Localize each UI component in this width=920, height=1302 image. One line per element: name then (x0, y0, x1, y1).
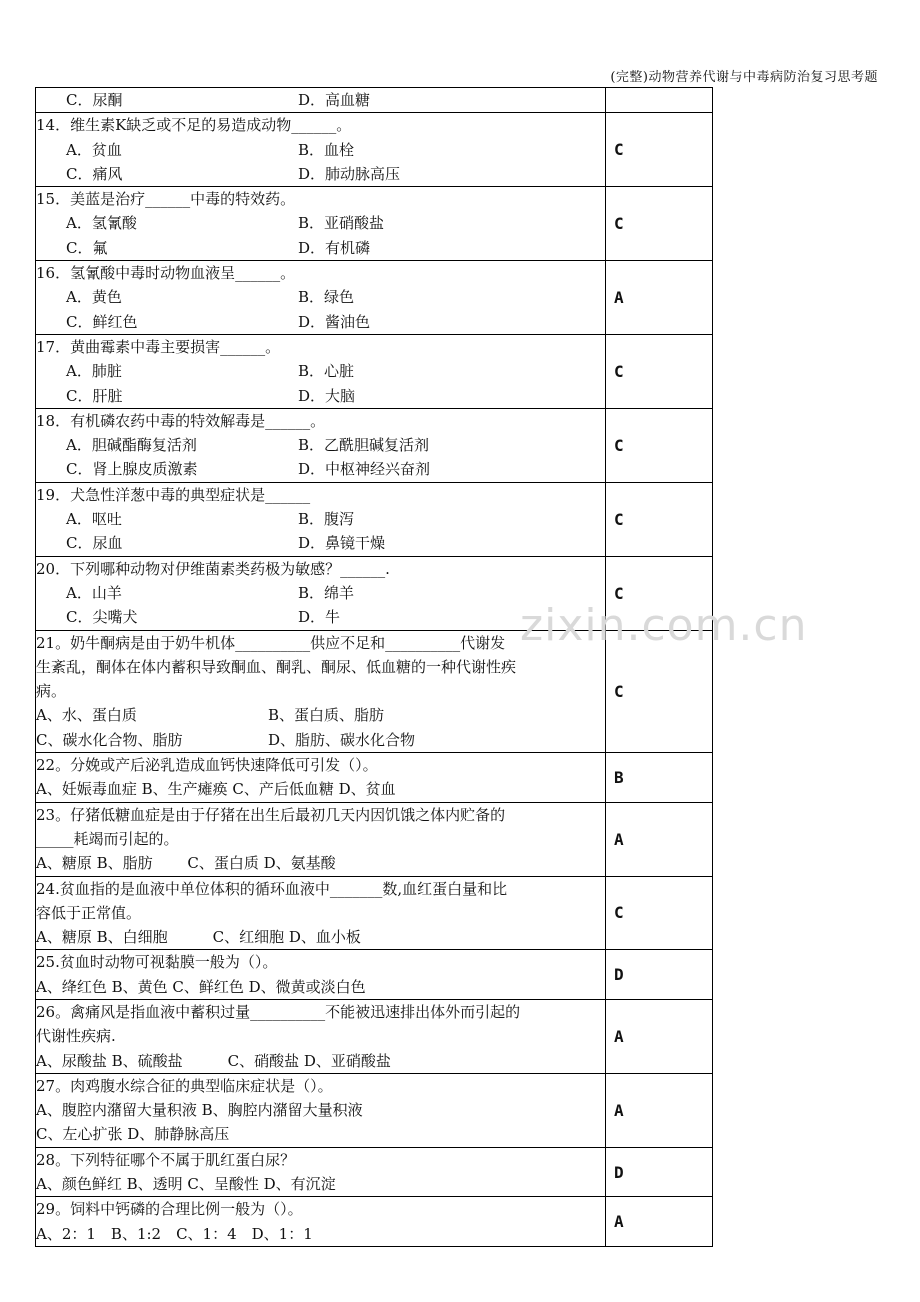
question-row (36, 334, 713, 408)
question-stem: 19．犬急性洋葱中毒的典型症状是______ (36, 485, 311, 504)
question-text-line: A、2：1 B、1:2 C、1：4 D、1：1 (36, 1224, 313, 1243)
answer-cell: C (606, 482, 713, 556)
options-row (36, 457, 605, 481)
question-row (36, 408, 713, 482)
question-text-line: A、颜色鲜红 B、透明 C、呈酸性 D、有沉淀 (36, 1175, 336, 1194)
option-text: A、水、蛋白质 (36, 706, 137, 725)
question-stem: 17．黄曲霉素中毒主要损害______。 (36, 337, 281, 356)
question-stem: 16．氢氰酸中毒时动物血液呈______。 (36, 264, 296, 283)
option-text: C、碳水化合物、脂肪 (36, 730, 183, 749)
question-row (36, 88, 713, 113)
question-text-line: A、绛红色 B、黄色 C、鲜红色 D、微黄或淡白色 (36, 977, 366, 996)
options-row (36, 384, 605, 408)
question-text-line: 28。下列特征哪个不属于肌红蛋白尿？ (36, 1150, 296, 1169)
question-text-line: A、妊娠毒血症 B、生产瘫痪 C、产后低血糖 D、贫血 (36, 780, 396, 799)
answer-cell: D (606, 1147, 713, 1197)
question-row (36, 261, 713, 335)
question-table (35, 87, 713, 1247)
answer-cell: C (606, 408, 713, 482)
options-row (36, 138, 605, 162)
question-row (36, 753, 713, 803)
question-text-line: 26。禽痛风是指血液中蓄积过量__________不能被迅速排出体外而引起的 (36, 1002, 521, 1021)
answer-cell: A (606, 999, 713, 1073)
question-text-line: A、腹腔内潴留大量积液 B、胸腔内潴留大量积液 (36, 1101, 363, 1120)
question-cell (36, 753, 606, 803)
question-text-line: 代谢性疾病. (36, 1027, 116, 1046)
question-cell (36, 876, 606, 950)
question-cell (36, 999, 606, 1073)
question-text-line: 25.贫血时动物可视黏膜一般为（）。 (36, 953, 278, 972)
option-text: B．心脏 (298, 362, 355, 381)
option-text: A．山羊 (66, 583, 122, 602)
question-stem: 14．维生素K缺乏或不足的易造成动物______。 (36, 116, 352, 135)
question-cell (36, 334, 606, 408)
answer-cell: B (606, 753, 713, 803)
options-row (36, 703, 605, 727)
option-text: C．鲜红色 (66, 312, 138, 331)
question-cell (36, 1073, 606, 1147)
question-stem: 15．美蓝是治疗______中毒的特效药。 (36, 190, 296, 209)
question-row (36, 482, 713, 556)
options-row (36, 310, 605, 334)
question-text-line: A、糖原 B、脂肪 C、蛋白质 D、氨基酸 (36, 854, 336, 873)
question-text-line: C、左心扩张 D、肺静脉高压 (36, 1125, 230, 1144)
option-text: C．尿血 (66, 534, 123, 553)
question-cell (36, 482, 606, 556)
question-row (36, 187, 713, 261)
option-text: D．肺动脉高压 (298, 164, 401, 183)
answer-cell: A (606, 802, 713, 876)
answer-cell: D (606, 950, 713, 1000)
option-text: D．高血糖 (298, 91, 371, 109)
answer-cell: C (606, 113, 713, 187)
options-row (36, 728, 605, 752)
question-cell (36, 1197, 606, 1247)
question-row (36, 802, 713, 876)
options-row (36, 211, 605, 235)
answer-cell: C (606, 876, 713, 950)
options-row (36, 236, 605, 260)
question-row (36, 1073, 713, 1147)
question-row (36, 950, 713, 1000)
option-text: C．尿酮 (66, 91, 123, 109)
option-text: D．牛 (298, 608, 341, 627)
option-text: B．腹泻 (298, 510, 355, 529)
option-text: C．痛风 (66, 164, 123, 183)
options-row (36, 285, 605, 309)
question-text-line: 21。奶牛酮病是由于奶牛机体__________供应不足和__________代谢发 (36, 633, 506, 652)
options-row (36, 507, 605, 531)
option-text: B．绵羊 (298, 583, 355, 602)
question-cell (36, 261, 606, 335)
answer-cell (606, 88, 713, 113)
option-text: A．肺脏 (66, 362, 122, 381)
options-row (36, 359, 605, 383)
option-text: B．亚硝酸盐 (298, 214, 385, 233)
document-header-title: (完整)动物营养代谢与中毒病防治复习思考题 (610, 70, 878, 85)
question-text-line: 病。 (36, 682, 67, 701)
answer-cell: A (606, 261, 713, 335)
option-text: D．有机磷 (298, 238, 371, 257)
answer-cell: A (606, 1197, 713, 1247)
answer-cell: C (606, 334, 713, 408)
answer-cell: C (606, 556, 713, 630)
option-text: B．血栓 (298, 140, 355, 159)
option-text: A．呕吐 (66, 510, 122, 529)
question-text-line: 生紊乱，酮体在体内蓄积导致酮血、酮乳、酮尿、低血糖的一种代谢性疾 (36, 657, 517, 676)
option-text: A．氢氰酸 (66, 214, 137, 233)
option-text: A．黄色 (66, 288, 122, 307)
option-text: B．乙酰胆碱复活剂 (298, 436, 430, 455)
options-row (36, 88, 605, 112)
question-text-line: 29。饲料中钙磷的合理比例一般为（）。 (36, 1200, 303, 1219)
question-cell (36, 187, 606, 261)
question-stem: 20．下列哪种动物对伊维菌素类药极为敏感？______. (36, 559, 390, 578)
question-text-line: A、糖原 B、白细胞 C、红细胞 D、血小板 (36, 928, 361, 947)
options-row (36, 433, 605, 457)
option-text: D．鼻镜干燥 (298, 534, 386, 553)
answer-cell: C (606, 187, 713, 261)
option-text: C．尖嘴犬 (66, 608, 138, 627)
question-cell (36, 113, 606, 187)
question-text-line: A、尿酸盐 B、硫酸盐 C、硝酸盐 D、亚硝酸盐 (36, 1051, 391, 1070)
option-text: A．贫血 (66, 140, 122, 159)
question-cell (36, 802, 606, 876)
watermark-text: zixin.com.cn (520, 600, 808, 651)
answer-cell: A (606, 1073, 713, 1147)
question-row (36, 876, 713, 950)
options-row (36, 531, 605, 555)
question-row (36, 1147, 713, 1197)
question-text-line: 27。肉鸡腹水综合征的典型临床症状是（）。 (36, 1076, 333, 1095)
question-cell (36, 950, 606, 1000)
question-row (36, 113, 713, 187)
question-row (36, 999, 713, 1073)
question-cell (36, 408, 606, 482)
question-text-line: 24.贫血指的是血液中单位体积的循环血液中_______数,血红蛋白量和比 (36, 879, 508, 898)
question-text-line: 23。仔猪低糖血症是由于仔猪在出生后最初几天内因饥饿之体内贮备的 (36, 805, 506, 824)
question-stem: 18．有机磷农药中毒的特效解毒是______。 (36, 411, 326, 430)
option-text: D、脂肪、碳水化合物 (268, 730, 416, 749)
question-text-line: 容低于正常值。 (36, 903, 142, 922)
option-text: A．胆碱酯酶复活剂 (66, 436, 197, 455)
option-text: D．中枢神经兴奋剂 (298, 460, 431, 479)
option-text: C．肝脏 (66, 386, 123, 405)
option-text: B．绿色 (298, 288, 355, 307)
answer-cell: C (606, 630, 713, 752)
option-text: D．酱油色 (298, 312, 371, 331)
option-text: C．肾上腺皮质激素 (66, 460, 198, 479)
option-text: D．大脑 (298, 386, 356, 405)
question-cell (36, 1147, 606, 1197)
question-text-line: 22。分娩或产后泌乳造成血钙快速降低可引发（）。 (36, 756, 378, 775)
question-cell (36, 88, 606, 113)
question-text-line: _____耗竭而引起的。 (36, 829, 179, 848)
options-row (36, 162, 605, 186)
option-text: B、蛋白质、脂肪 (268, 706, 385, 725)
option-text: C．氟 (66, 238, 108, 257)
question-row (36, 1197, 713, 1247)
